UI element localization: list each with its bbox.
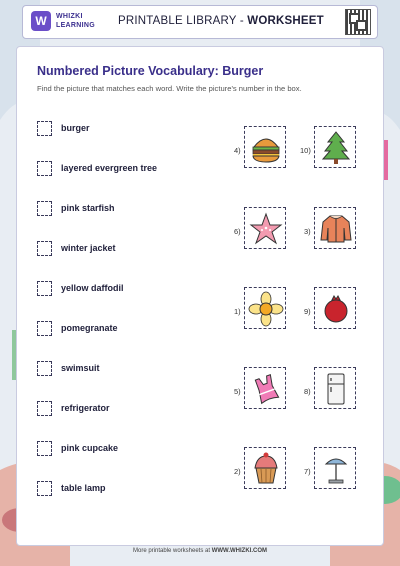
picture-card [244, 367, 286, 409]
picture-number: 8) [304, 387, 311, 396]
word-label: winter jacket [61, 243, 116, 253]
footer-link[interactable]: WWW.WHIZKI.COM [211, 548, 268, 554]
picture-card [244, 447, 286, 489]
answer-box[interactable] [37, 441, 52, 456]
picture-number: 10) [300, 146, 311, 155]
picture-card [314, 207, 356, 249]
header-title-bold: WORKSHEET [247, 15, 324, 27]
answer-box[interactable] [37, 281, 52, 296]
burger-icon [245, 127, 287, 169]
logo-line1: WHIZKI [56, 13, 83, 20]
picture-number: 4) [234, 146, 241, 155]
answer-box[interactable] [37, 321, 52, 336]
header-title-prefix: PRINTABLE LIBRARY - [118, 15, 248, 27]
picture-card [314, 367, 356, 409]
word-label: burger [61, 123, 90, 133]
footer-text: More printable worksheets at [132, 548, 212, 554]
header-title [118, 15, 324, 27]
word-label: layered evergreen tree [61, 163, 158, 173]
answer-box[interactable] [37, 201, 52, 216]
picture-number: 1) [234, 307, 241, 316]
answer-box[interactable] [37, 481, 52, 496]
picture-number: 5) [234, 387, 241, 396]
word-label: refrigerator [61, 403, 110, 413]
picture-number: 6) [234, 227, 241, 236]
starfish-icon [245, 208, 287, 250]
whizki-logo-icon[interactable]: W [31, 11, 51, 31]
answer-box[interactable] [37, 361, 52, 376]
picture-card [314, 287, 356, 329]
footer [0, 548, 400, 554]
answer-box[interactable] [37, 121, 52, 136]
picture-card [314, 126, 356, 168]
word-label: yellow daffodil [61, 283, 124, 293]
picture-number: 7) [304, 467, 311, 476]
header-bar [22, 5, 378, 39]
swimsuit-icon [245, 368, 287, 410]
worksheet-instructions: Find the picture that matches each word. Write the picture's number in the box. [37, 84, 302, 93]
cupcake-icon [245, 448, 287, 490]
qr-code-icon [345, 9, 371, 35]
picture-card [314, 447, 356, 489]
table-lamp-icon [315, 448, 357, 490]
worksheet-title: Numbered Picture Vocabulary: Burger [37, 64, 264, 78]
picture-card [244, 207, 286, 249]
winter-jacket-icon [315, 208, 357, 250]
word-label: swimsuit [61, 363, 100, 373]
refrigerator-icon [315, 368, 357, 410]
word-label: pomegranate [61, 323, 118, 333]
picture-number: 9) [304, 307, 311, 316]
word-label: pink cupcake [61, 443, 119, 453]
word-label: table lamp [61, 483, 106, 493]
word-label: pink starfish [61, 203, 115, 213]
logo-text [56, 12, 95, 30]
picture-number: 3) [304, 227, 311, 236]
pomegranate-icon [315, 288, 357, 330]
picture-number: 2) [234, 467, 241, 476]
logo-line2: LEARNING [56, 22, 95, 29]
answer-box[interactable] [37, 161, 52, 176]
picture-card [244, 287, 286, 329]
picture-card [244, 126, 286, 168]
answer-box[interactable] [37, 241, 52, 256]
answer-box[interactable] [37, 401, 52, 416]
evergreen-tree-icon [315, 127, 357, 169]
daffodil-icon [245, 288, 287, 330]
